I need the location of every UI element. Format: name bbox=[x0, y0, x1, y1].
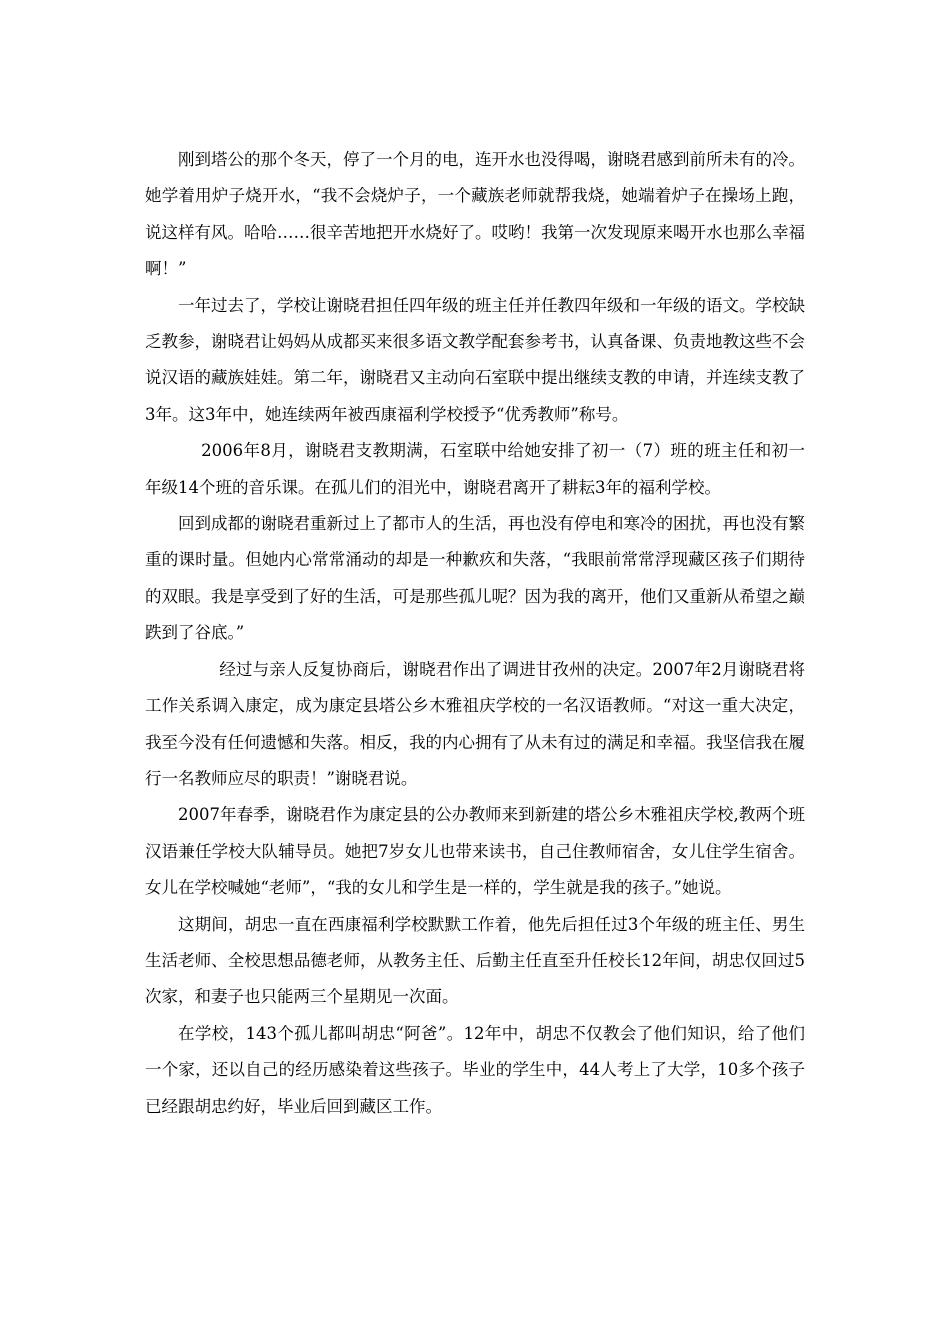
paragraph-3: 2006年8月，谢晓君支教期满，石室联中给她安排了初一（7）班的班主任和初一年级14个班的音乐课。在孤儿们的泪光中，谢晓君离开了耕耘3年的福利学校。 bbox=[145, 441, 805, 497]
article-body bbox=[145, 142, 805, 1125]
paragraph-2: 一年过去了，学校让谢晓君担任四年级的班主任并任教四年级和一年级的语文。学校缺乏教参，谢晓君让妈妈从成都买来很多语文教学配套参考书，认真备课、负责地教这些不会说汉语的藏族娃娃。第二年，谢晓君又主动向石室联中提出继续支教的申请，并连续支教了3年。这3年中，她连续两年被西康福利学校授予“优秀教师”称号。 bbox=[145, 295, 805, 424]
paragraph-6: 2007年春季，谢晓君作为康定县的公办教师来到新建的塔公乡木雅祖庆学校,教两个班汉语兼任学校大队辅导员。她把7岁女儿也带来读书，自己住教师宿舍，女儿住学生宿舍。女儿在学校喊她“老师”，“我的女儿和学生是一样的，学生就是我的孩子。”她说。 bbox=[145, 805, 805, 898]
paragraph-7: 这期间，胡忠一直在西康福利学校默默工作着，他先后担任过3个年级的班主任、男生生活老师、全校思想品德老师，从教务主任、后勤主任直至升任校长12年间，胡忠仅回过5次家，和妻子也只能两三个星期见一次面。 bbox=[145, 914, 805, 1007]
paragraph-4: 回到成都的谢晓君重新过上了都市人的生活，再也没有停电和寒冷的困扰，再也没有繁重的课时量。但她内心常常涌动的却是一种歉疚和失落，“我眼前常常浮现藏区孩子们期待的双眼。我是享受到了好的生活，可是那些孤儿呢？因为我的离开，他们又重新从希望之巅跌到了谷底。” bbox=[145, 514, 805, 643]
paragraph-1: 刚到塔公的那个冬天，停了一个月的电，连开水也没得喝，谢晓君感到前所未有的冷。她学着用炉子烧开水，“我不会烧炉子，一个藏族老师就帮我烧，她端着炉子在操场上跑，说这样有风。哈哈……很辛苦地把开水烧好了。哎哟！我第一次发现原来喝开水也那么幸福啊！” bbox=[145, 150, 805, 279]
paragraph-5: 经过与亲人反复协商后，谢晓君作出了调进甘孜州的决定。2007年2月谢晓君将工作关系调入康定，成为康定县塔公乡木雅祖庆学校的一名汉语教师。“对这一重大决定，我至今没有任何遗憾和失落。相反，我的内心拥有了从未有过的满足和幸福。我坚信我在履行一名教师应尽的职责！”谢晓君说。 bbox=[145, 659, 805, 788]
paragraph-8: 在学校，143个孤儿都叫胡忠“阿爸”。12年中，胡忠不仅教会了他们知识，给了他们一个家，还以自己的经历感染着这些孩子。毕业的学生中，44人考上了大学，10多个孩子已经跟胡忠约好，毕业后回到藏区工作。 bbox=[145, 1023, 805, 1116]
